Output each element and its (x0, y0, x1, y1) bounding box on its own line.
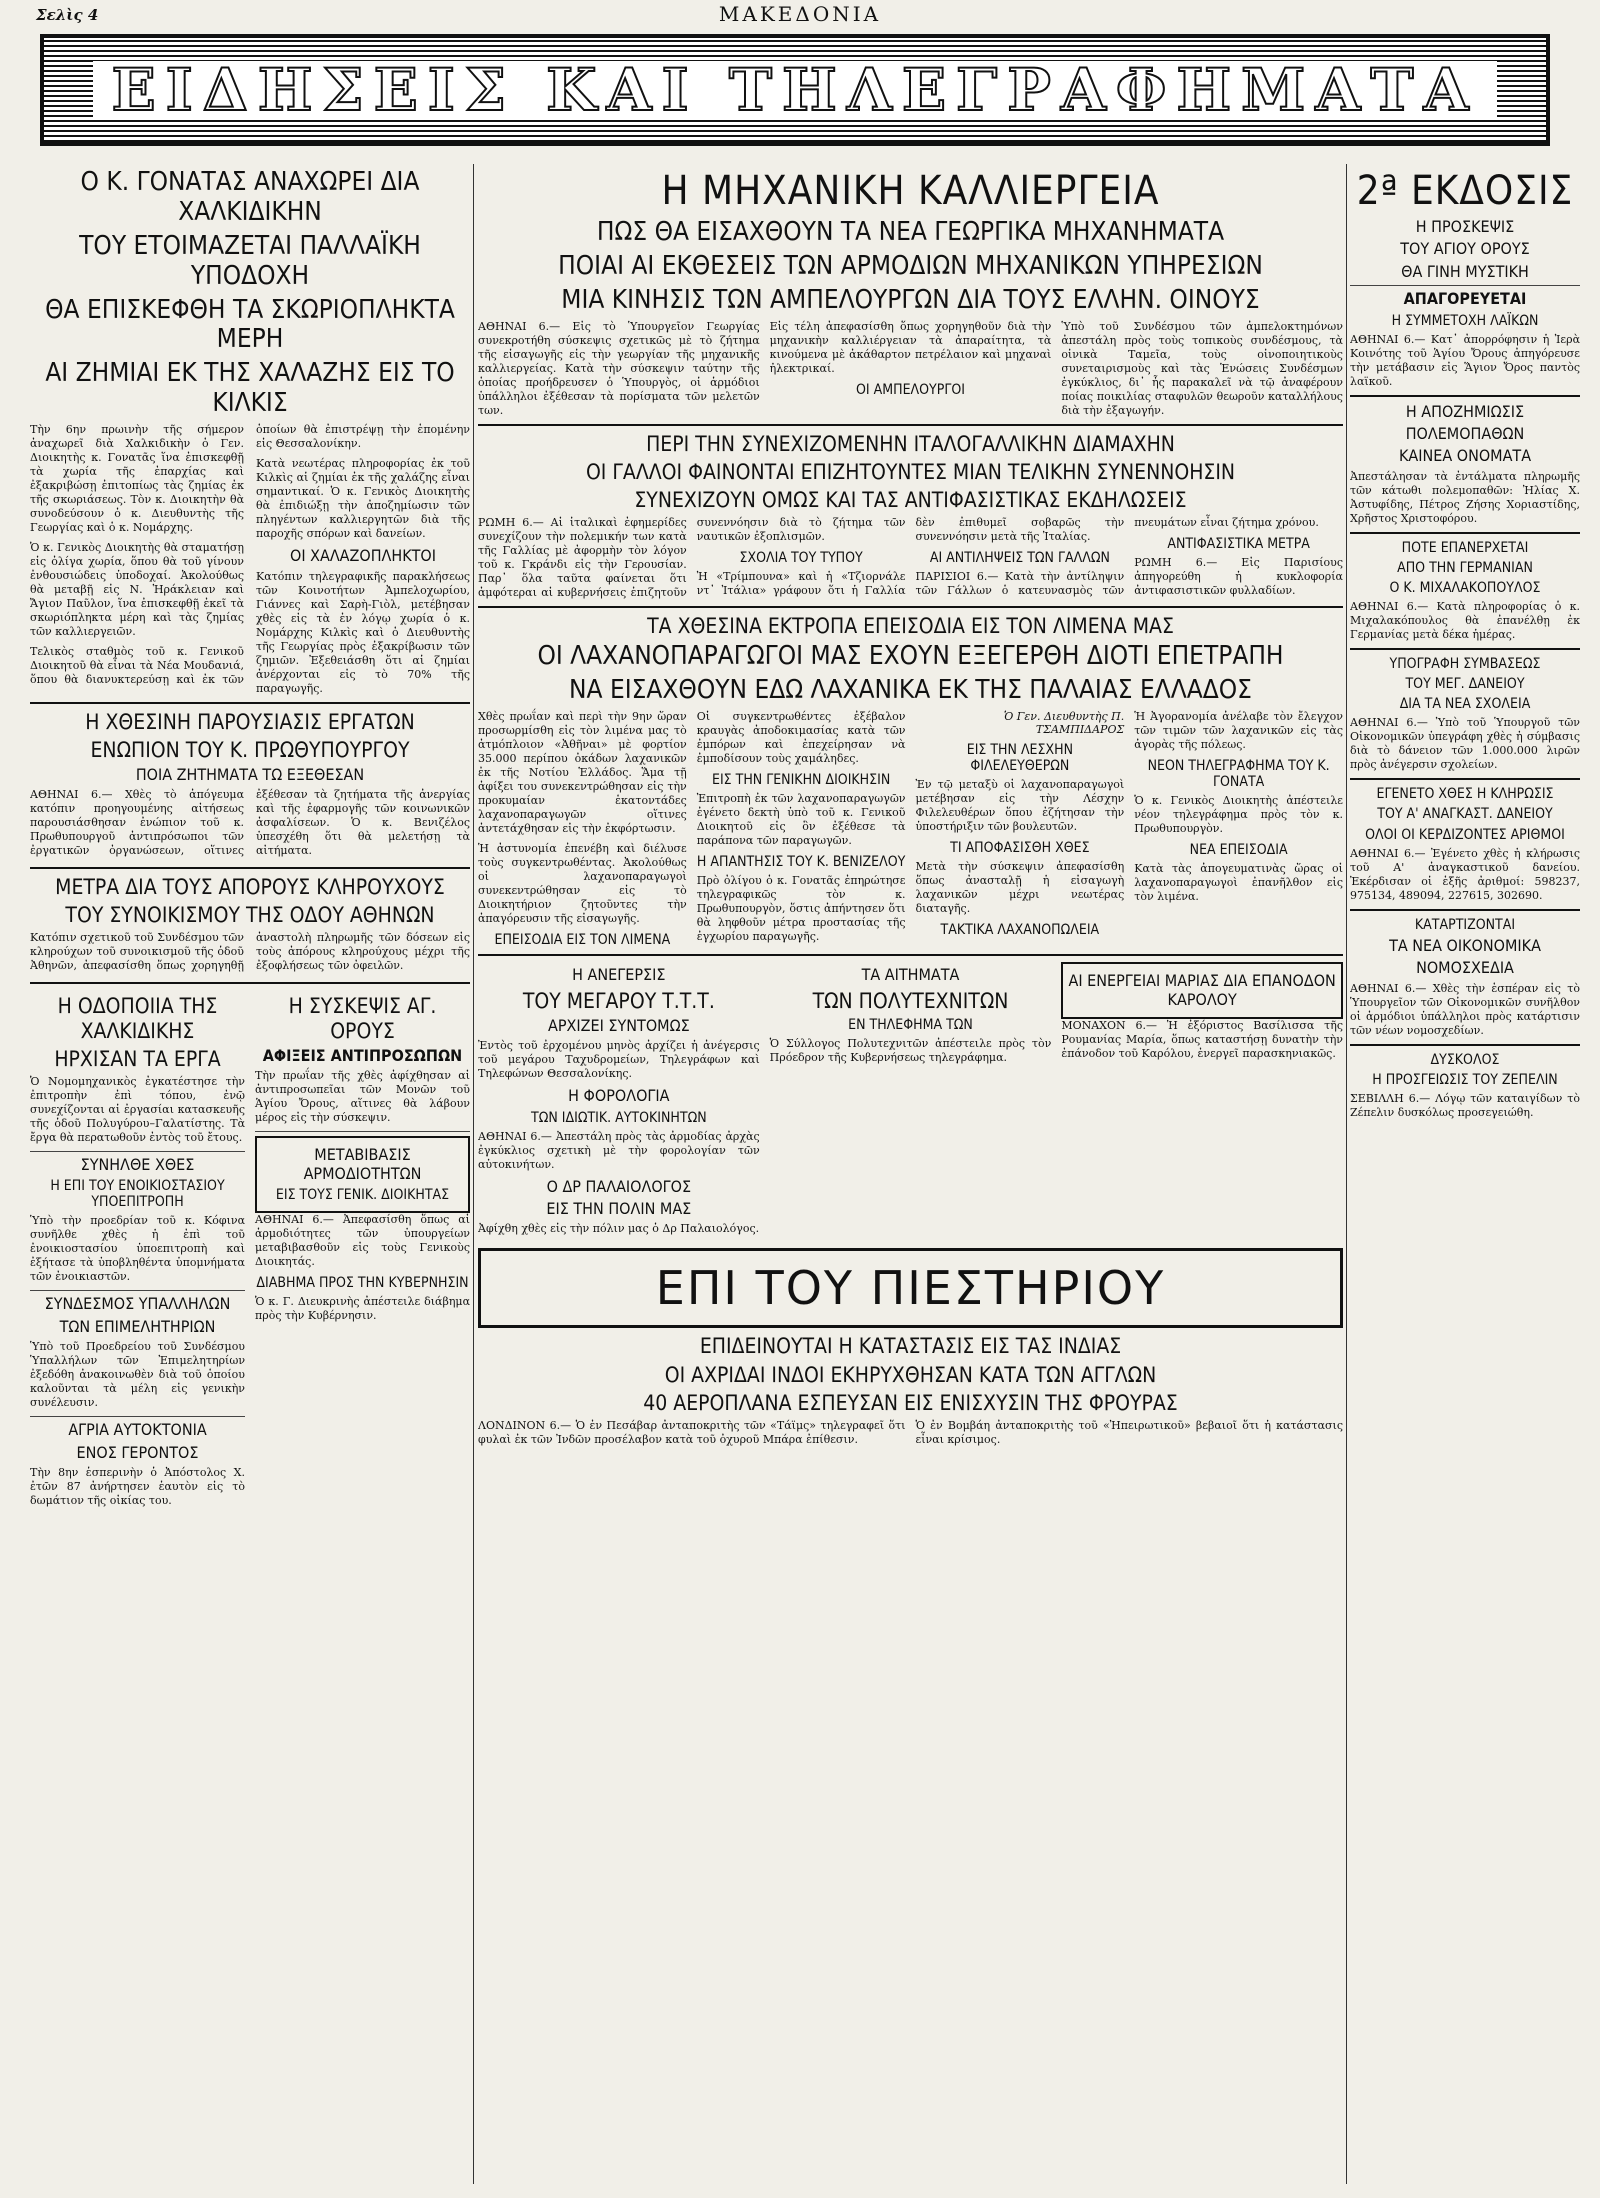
headline: ΣΥΝΔΕΣΜΟΣ ΥΠΑΛΛΗΛΩΝ (44, 1294, 231, 1314)
paragraph: Χθὲς πρωΐαν καὶ περὶ τὴν 9ην ὥραν προσωρμίσθη εἰς τὸν λιμένα μας τὸ ἀτμόπλοιον «Ἀθῆναι» μὲ φορτίον 35.000 περίπου ὀκάδων λαχανικῶν ἐκ τῆς Νοτίου Ἑλλάδος. Ἅμα τῇ ἀφίξει του συνεκεντρώθησαν εἰς τὴν προκυμαίαν ἑκατοντάδες λαχανοπαραγωγῶν οἵτινες ἀντετάχθησαν εἰς τὴν ἐκφόρτωσιν. (478, 710, 687, 836)
masthead-banner (40, 34, 1550, 146)
headline: ΟΙ ΓΑΛΛΟΙ ΦΑΙΝΟΝΤΑΙ ΕΠΙΖΗΤΟΥΝΤΕΣ ΜΙΑΝ ΤΕΛΙΚΗΝ ΣΥΝΕΝΝΟΗΣΙΝ (585, 459, 1236, 484)
article-body (30, 423, 470, 695)
headline: ΤΟΥ ΑΓΙΟΥ ΟΡΟΥΣ (1400, 239, 1530, 259)
headline: ΑΙ ΕΝΕΡΓΕΙΑΙ ΜΑΡΙΑΣ ΔΙΑ ΕΠΑΝΟΔΟΝ ΚΑΡΟΛΟΥ (1068, 971, 1336, 1009)
paragraph: Τὴν 6ην πρωινὴν τῆς σήμερον ἀναχωρεῖ διὰ Χαλκιδικὴν ὁ Γεν. Διοικητὴς κ. Γονατᾶς ἵνα ἐπισκεφθῇ τὰ χωρία τῆς ἐπαρχίας καὶ ἐξακριβώσῃ ἐπιτοπίως τὰς ζημίας ἐκ τῆς σκωριάσεως. Τὸν κ. Διοικητὴν θὰ συνοδεύσουν ὁ κ. Διευθυντὴς τῆς Γεωργίας καὶ ὁ κ. Νομάρχης. (30, 423, 244, 535)
paragraph: Κατόπιν τηλεγραφικῆς παρακλήσεως τῶν Κοινοτήτων Ἀμπελοχωρίου, Γιάννες καὶ Σαρὴ-Γιὸλ, μετέβησαν χθὲς εἰς τὰ ἐν λόγῳ χωρία ὁ κ. Νομάρχης Κιλκὶς καὶ ὁ Διευθυντὴς τῆς Γεωργίας πρὸς ἐξακρίβωσιν τῶν ζημιῶν. Ἐξεθειάσθη ὅτι αἱ ζημίαι ἀνέρχονται εἰς τὸ 70% τῆς παραγωγῆς. (256, 569, 470, 695)
headline: ΤΩΝ ΕΠΙΜΕΛΗΤΗΡΙΩΝ (59, 1316, 216, 1336)
headline: ΠΟΤΕ ΕΠΑΝΕΡΧΕΤΑΙ (1401, 539, 1529, 556)
paragraph: ΑΘΗΝΑΙ 6.— Κατὰ πληροφορίας ὁ κ. Μιχαλακόπουλος θὰ ἐπανέλθῃ ἐκ Γερμανίας μετὰ δέκα ἡμέρας. (1350, 600, 1580, 642)
paragraph: ΑΘΗΝΑΙ 6.— Ἀπεφασίσθη ὅπως αἱ ἁρμοδιότητες τῶν ὑπουργείων μεταβιβασθοῦν εἰς τοὺς Γενικοὺς Διοικητάς. (255, 1213, 470, 1269)
subhead: ΟΙ ΧΑΛΑΖΟΠΛΗΚΤΟΙ (289, 546, 436, 566)
subhead: ΝΕΟΝ ΤΗΛΕΓΡΑΦΗΜΑ ΤΟΥ Κ. ΓΟΝΑΤΑ (1147, 758, 1330, 791)
paragraph: Ὑπὸ τοῦ Συνδέσμου τῶν ἀμπελοκτημόνων ἀπεστάλη πρὸς τοὺς τοπικοὺς συνδέσμους, τὰ οἰνικὰ Ταμεῖα, τοὺς οἰνοποιητικοὺς συνεταιρισμοὺς καὶ τὰς Ἑνώσεις Συνδέσμων ἐγκύκλιος, δι᾽ ἧς παρακαλεῖ νὰ τῷ ἀναφέρουν ποίας ποικιλίας σταφυλῶν θεωροῦν καταλλήλους διὰ τὴν ἐξαγωγήν. (1061, 319, 1343, 417)
subhead: Η ΣΥΜΜΕΤΟΧΗ ΛΑΪΚΩΝ (1391, 312, 1539, 329)
subhead: ΕΙΣ ΤΟΥΣ ΓΕΝΙΚ. ΔΙΟΙΚΗΤΑΣ (275, 1186, 450, 1203)
paragraph: ΑΘΗΝΑΙ 6.— Ὑπὸ τοῦ Ὑπουργοῦ τῶν Οἰκονομικῶν ὑπεγράφη χθὲς ἡ σύμβασις διὰ τὸ δάνειον τῶν 1.000.000 λιρῶν πρὸς ἀνέγερσιν σχολείων. (1350, 716, 1580, 772)
headline: Η ΣΥΣΚΕΨΙΣ ΑΓ. ΟΡΟΥΣ (288, 994, 437, 1043)
headline: Η ΠΡΟΣΚΕΨΙΣ (1415, 217, 1515, 236)
headline: ΕΙΣ ΤΗΝ ΠΟΛΙΝ ΜΑΣ (546, 1198, 692, 1218)
headline: ΕΝΩΠΙΟΝ ΤΟΥ Κ. ΠΡΩΘΥΠΟΥΡΓΟΥ (90, 737, 410, 762)
paragraph: Ἀφίχθη χθὲς εἰς τὴν πόλιν μας ὁ Δρ Παλαιολόγος. (478, 1222, 760, 1236)
paragraph: Ὁ κ. Γ. Διευκρινὴς ἀπέστειλε διάβημα πρὸς τὴν Κυβέρνησιν. (255, 1295, 470, 1323)
headline: ΤΟΥ ΜΕΓ. ΔΑΝΕΙΟΥ (1405, 676, 1525, 693)
headline: Η ΦΟΡΟΛΟΓΙΑ (568, 1086, 670, 1106)
headline: ΝΟΜΟΣΧΕΔΙΑ (1416, 958, 1514, 978)
paragraph: ΑΘΗΝΑΙ 6.— Χθὲς τὸ ἀπόγευμα κατόπιν προηγουμένης αἰτήσεως παρουσιάσθησαν ἐνώπιον τοῦ κ. Πρωθυπουργοῦ ἀντιπρόσωποι τῶν ἐργατικῶν ὀργανώσεων, οἵτινες ἐξέθεσαν τὰ ζητήματα τῆς ἀνεργίας καὶ τῆς ἐφαρμογῆς τῶν κοινωνικῶν ἀσφαλίσεων. Ὁ κ. Βενιζέλος ὑπεσχέθη ὅτι θὰ μελετήσῃ τὰ αἰτήματα. (30, 788, 470, 858)
headline: ΤΑ ΑΙΤΗΜΑΤΑ (861, 965, 960, 985)
headline: ΣΥΝΕΧΙΖΟΥΝ ΟΜΩΣ ΚΑΙ ΤΑΣ ΑΝΤΙΦΑΣΙΣΤΙΚΑΣ ΕΚΔΗΛΩΣΕΙΣ (634, 487, 1187, 512)
headline: ΤΟΥ Α' ΑΝΑΓΚΑΣΤ. ΔΑΝΕΙΟΥ (1377, 806, 1553, 823)
paragraph: Ἀπεστάλησαν τὰ ἐντάλματα πληρωμῆς τῶν κάτωθι πολεμοπαθῶν: Ἠλίας Χ. Ἀστυφίδης, Πέτρος Ζήσης Χοριαστίδης, Χρῆστος Χριστοφόρου. (1350, 469, 1580, 525)
paragraph: Εἰς τέλη ἀπεφασίσθη ὅπως χορηγηθοῦν διὰ τὴν μηχανικὴν καλλιέργειαν τὰ ἀπαραίτητα, τὰ κινούμενα μὲ ἀκάθαρτον πετρέλαιον καὶ μηχαναὶ ἠλεκτρικαί. (769, 319, 1052, 375)
headline: ΑΠΟ ΤΗΝ ΓΕΡΜΑΝΙΑΝ (1397, 559, 1533, 576)
article-body (478, 710, 1343, 948)
headline: ΣΥΝΗΛΘΕ ΧΘΕΣ (80, 1154, 195, 1174)
headline: ΜΕΤΑΒΙΒΑΣΙΣ ΑΡΜΟΔΙΟΤΗΤΩΝ (303, 1145, 422, 1183)
headline: ΟΙ ΛΑΧΑΝΟΠΑΡΑΓΩΓΟΙ ΜΑΣ ΕΧΟΥΝ ΕΞΕΓΕΡΘΗ ΔΙΟΤΙ ΕΠΕΤΡΑΠΗ (537, 641, 1284, 672)
paragraph: Πρὸ ὀλίγου ὁ κ. Γονατᾶς ἐπηρώτησε τηλεγραφικῶς τὸν κ. Πρωθυπουργὸν, ὅστις ἀπήντησεν ὅτι θὰ ληφθοῦν μέτρα προστασίας τῆς ἐγχωρίου παραγωγῆς. (696, 874, 906, 944)
headline: ΕΠΙΔΕΙΝΟΥΤΑΙ Η ΚΑΤΑΣΤΑΣΙΣ ΕΙΣ ΤΑΣ ΙΝΔΙΑΣ (699, 1334, 1122, 1359)
subhead: ΤΙ ΑΠΟΦΑΣΙΣΘΗ ΧΘΕΣ (950, 840, 1090, 857)
headline: ΠΟΛΕΜΟΠΑΘΩΝ (1405, 424, 1525, 444)
headline: ΟΙ ΑΧΡΙΔΑΙ ΙΝΔΟΙ ΕΚΗΡΥΧΘΗΣΑΝ ΚΑΤΑ ΤΩΝ ΑΓΓΛΩΝ (664, 1362, 1157, 1387)
right-column (1350, 164, 1580, 2184)
subhead: Η ΕΠΙ ΤΟΥ ΕΝΟΙΚΙΟΣΤΑΣΙΟΥ ΥΠΟΕΠΙΤΡΟΠΗ (50, 1178, 225, 1211)
headline: ΤΟΥ ΕΤΟΙΜΑΖΕΤΑΙ ΠΑΛΛΑΪΚΗ ΥΠΟΔΟΧΗ (79, 230, 421, 291)
subhead: Η ΑΠΑΝΤΗΣΙΣ ΤΟΥ Κ. ΒΕΝΙΖΕΛΟΥ (696, 854, 906, 871)
column-rule (1346, 164, 1347, 2184)
headline: ΑΙ ΖΗΜΙΑΙ ΕΚ ΤΗΣ ΧΑΛΑΖΗΣ ΕΙΣ ΤΟ ΚΙΛΚΙΣ (45, 358, 455, 419)
headline: ΘΑ ΕΠΙΣΚΕΦΘΗ ΤΑ ΣΚΩΡΙΟΠΛΗΚΤΑ ΜΕΡΗ (45, 294, 455, 355)
paragraph: Τελικὸς σταθμὸς τοῦ κ. Γενικοῦ Διοικητοῦ θὰ εἶναι τὰ Νέα Μουδανιά, ὅπου θὰ διανυκτερεύσῃ καὶ ἐκ τῶν ὁποίων θὰ ἐπιστρέψῃ τὴν ἑπομένην εἰς Θεσσαλονίκην. (30, 423, 470, 687)
subhead: ΕΙΣ ΤΗΝ ΓΕΝΙΚΗΝ ΔΙΟΙΚΗΣΙΝ (712, 772, 891, 789)
subhead: ΝΕΑ ΕΠΕΙΣΟΔΙΑ (1189, 842, 1288, 859)
headline: ΜΕΤΡΑ ΔΙΑ ΤΟΥΣ ΑΠΟΡΟΥΣ ΚΛΗΡΟΥΧΟΥΣ (55, 875, 445, 900)
headline: Η ΑΠΟΖΗΜΙΩΣΙΣ (1405, 401, 1525, 421)
paragraph: Ἐντὸς τοῦ ἐρχομένου μηνὸς ἀρχίζει ἡ ἀνέγερσις τοῦ μεγάρου Ταχυδρομείων, Τηλεγράφων καὶ Τηλεφώνων Θεσσαλονίκης. (478, 1039, 760, 1081)
paragraph: Ἡ «Τρίμπουνα» καὶ ἡ «Τζιορνάλε ντ᾽ Ἰτάλια» γράφουν ὅτι ἡ Γαλλία δὲν ἐπιθυμεῖ σοβαρῶς τὴν συνεννόησιν μετὰ τῆς Ἰταλίας. (696, 516, 1125, 598)
headline: ΑΠΑΓΟΡΕΥΕΤΑΙ (1403, 289, 1527, 309)
subhead: ΟΛΟΙ ΟΙ ΚΕΡΔΙΖΟΝΤΕΣ ΑΡΙΘΜΟΙ (1365, 826, 1565, 843)
subhead: ΠΟΙΑ ΖΗΤΗΜΑΤΑ ΤΩ ΕΞΕΘΕΣΑΝ (135, 764, 365, 784)
headline: Η ΟΔΟΠΟΙΙΑ ΤΗΣ ΧΑΛΚΙΔΙΚΗΣ (57, 994, 218, 1043)
headline: Ο ΔΡ ΠΑΛΑΙΟΛΟΓΟΣ (546, 1176, 692, 1196)
page-number: Σελὶς 4 (36, 6, 99, 24)
subhead: ΕΠΕΙΣΟΔΙΑ ΕΙΣ ΤΟΝ ΛΙΜΕΝΑ (494, 932, 671, 949)
paragraph: Μετὰ τὴν σύσκεψιν ἀπεφασίσθη ὅπως ἀνασταλῇ ἡ εἰσαγωγὴ λαχανικῶν μέχρι νεωτέρας διαταγῆς. (915, 860, 1125, 916)
paragraph: Ὑπὸ τὴν προεδρίαν τοῦ κ. Κόφινα συνῆλθε χθὲς ἡ ἐπὶ τοῦ ἐνοικιοστασίου ὑποεπιτροπὴ καὶ ἐξήτασε τὰ ὑποβληθέντα ὑπομνήματα τῶν ἐνοικιαστῶν. (30, 1214, 245, 1284)
subhead: ΤΩΝ ΙΔΙΩΤΙΚ. ΑΥΤΟΚΙΝΗΤΩΝ (531, 1109, 707, 1126)
headline: Η ΜΗΧΑΝΙΚΗ ΚΑΛΛΙΕΡΓΕΙΑ (661, 168, 1160, 214)
headline: ΘΑ ΓΙΝΗ ΜΥΣΤΙΚΗ (1401, 261, 1529, 281)
headline: Ο Κ. ΜΙΧΑΛΑΚΟΠΟΥΛΟΣ (1389, 580, 1541, 597)
headline: ΚΑΙΝΕΑ ΟΝΟΜΑΤΑ (1398, 446, 1532, 466)
subhead: ΑΝΤΙΦΑΣΙΣΤΙΚΑ ΜΕΤΡΑ (1167, 536, 1310, 553)
paragraph: Οἱ συγκεντρωθέντες ἐξέβαλον κραυγὰς ἀποδοκιμασίας κατὰ τῶν ἐμπόρων καὶ ἐπεχείρησαν νὰ ἐμποδίσουν τοὺς χαμάληδες. (696, 710, 906, 766)
paragraph: ΑΘΗΝΑΙ 6.— Ἀπεστάλη πρὸς τὰς ἀρμοδίας ἀρχὰς ἐγκύκλιος σχετικὴ μὲ τὴν φορολογίαν τῶν αὐτοκινήτων. (478, 1129, 760, 1171)
paragraph: ΑΘΗΝΑΙ 6.— Εἰς τὸ Ὑπουργεῖον Γεωργίας συνεκροτήθη σύσκεψις σχετικῶς μὲ τὸ ζήτημα τῆς εἰσαγωγῆς εἰς τὴν γεωργίαν τῆς μηχανικῆς καλλιεργείας. Κατὰ τὴν σύσκεψιν ταύτην τῆς ὁποίας προήδρευσεν ὁ Ὑπουργὸς, οἱ ἁρμόδιοι ὑπάλληλοι ἐξέθεσαν τὰ πορίσματα τῶν μελετῶν των. (478, 319, 760, 417)
paragraph: Κατὰ νεωτέρας πληροφορίας ἐκ τοῦ Κιλκὶς αἱ ζημίαι ἐκ τῆς χαλάζης εἶναι σημαντικαί. Ὁ κ. Γενικὸς Διοικητὴς θὰ ἐπιδιώξῃ τὴν ἀποζημίωσιν τῶν πληγέντων καλλιεργητῶν διὰ τῆς παροχῆς σπόρων καὶ δανείων. (256, 457, 470, 541)
paragraph: ΠΑΡΙΣΙΟΙ 6.— Κατὰ τὴν ἀντίληψιν τῶν Γάλλων ὁ κατευνασμὸς τῶν πνευμάτων εἶναι ζήτημα χρόνου. (915, 516, 1319, 598)
article-body (478, 320, 1343, 418)
headline: ΤΟΥ ΣΥΝΟΙΚΙΣΜΟΥ ΤΗΣ ΟΔΟΥ ΑΘΗΝΩΝ (65, 903, 435, 928)
paragraph: Τὴν 8ην ἑσπερινὴν ὁ Ἀπόστολος Χ. ἐτῶν 87 ἀνήρτησεν ἑαυτὸν εἰς τὸ δωμάτιον τῆς οἰκίας του. (30, 1466, 245, 1508)
paragraph: Ὑπὸ τοῦ Προεδρείου τοῦ Συνδέσμου Ὑπαλλήλων τῶν Ἐπιμελητηρίων ἐξεδόθη ἀνακοινωθὲν διὰ τοῦ ὁποίου καλοῦνται τὰ μέλη εἰς γενικὴν συνέλευσιν. (30, 1340, 245, 1410)
headline: ΗΡΧΙΣΑΝ ΤΑ ΕΡΓΑ (54, 1046, 221, 1071)
headline: ΤΟΥ ΜΕΓΑΡΟΥ Τ.Τ.Τ. (522, 988, 715, 1013)
headline: ΔΥΣΚΟΛΟΣ (1430, 1051, 1500, 1068)
headline: ΤΑ ΧΘΕΣΙΝΑ ΕΚΤΡΟΠΑ ΕΠΕΙΣΟΔΙΑ ΕΙΣ ΤΟΝ ΛΙΜΕΝΑ ΜΑΣ (647, 614, 1174, 639)
column-rule (473, 164, 474, 2184)
paragraph: Κατὰ τὰς ἀπογευματινὰς ὥρας οἱ λαχανοπαραγωγοὶ ἐπανῆλθον εἰς τὸν λιμένα. (1134, 862, 1343, 904)
paragraph: Ὁ κ. Γενικὸς Διοικητὴς θὰ σταματήσῃ εἰς ὀλίγα χωρία, ὅπου θὰ τοῦ γίνουν ἐνθουσιώδεις ὑποδοχαί. Ἀκολούθως θὰ μεταβῇ εἰς Ν. Ἡράκλειαν καὶ Ἄγιον Παῦλον, ἵνα ἐπισκεφθῇ ἐκεῖ τὰ σκωριόπληκτα μέρη καὶ τὰς ζημίας τῶν καλλιεργειῶν. (30, 541, 244, 639)
paragraph: Ἐπιτροπὴ ἐκ τῶν λαχανοπαραγωγῶν ἐγένετο δεκτὴ ὑπὸ τοῦ κ. Γενικοῦ Διοικητοῦ εἰς ὃν ἐξέθεσε τὰ παράπονα τῶν παραγωγῶν. (696, 792, 906, 848)
article-body (478, 516, 1343, 600)
headline: ΤΑ ΝΕΑ ΟΙΚΟΝΟΜΙΚΑ (1389, 935, 1541, 955)
left-column (30, 164, 470, 2184)
headline: ΕΝΟΣ ΓΕΡΟΝΤΟΣ (76, 1442, 199, 1462)
paragraph: ΣΕΒΙΛΛΗ 6.— Λόγῳ τῶν καταιγίδων τὸ Ζέπελιν δυσκόλως προσεγειώθη. (1350, 1091, 1580, 1119)
headline: Η ΧΘΕΣΙΝΗ ΠΑΡΟΥΣΙΑΣΙΣ ΕΡΓΑΤΩΝ (85, 709, 415, 734)
paragraph: Ὁ Σύλλογος Πολυτεχνιτῶν ἀπέστειλε πρὸς τὸν Πρόεδρον τῆς Κυβερνήσεως τηλεγράφημα. (769, 1036, 1052, 1064)
headline: ΑΓΡΙΑ ΑΥΤΟΚΤΟΝΙΑ (68, 1420, 207, 1440)
headline: ΔΙΑ ΤΑ ΝΕΑ ΣΧΟΛΕΙΑ (1399, 696, 1531, 713)
subhead: ΔΙΑΒΗΜΑ ΠΡΟΣ ΤΗΝ ΚΥΒΕΡΝΗΣΙΝ (256, 1275, 469, 1292)
subhead: ΑΦΙΞΕΙΣ ΑΝΤΙΠΡΟΣΩΠΩΝ (262, 1045, 463, 1065)
paragraph: ΑΘΗΝΑΙ 6.— Χθὲς τὴν ἑσπέραν εἰς τὸ Ὑπουργεῖον τῶν Οἰκονομικῶν συνῆλθον οἱ ἁρμόδιοι ὑπάλληλοι πρὸς κατάρτισιν τῶν νέων νομοσχεδίων. (1350, 981, 1580, 1037)
subhead: ΟΙ ΑΜΠΕΛΟΥΡΓΟΙ (855, 381, 965, 398)
subhead: ΣΧΟΛΙΑ ΤΟΥ ΤΥΠΟΥ (739, 550, 863, 567)
headline: ΠΟΙΑΙ ΑΙ ΕΚΘΕΣΕΙΣ ΤΩΝ ΑΡΜΟΔΙΩΝ ΜΗΧΑΝΙΚΩΝ ΥΠΗΡΕΣΙΩΝ (558, 250, 1263, 281)
headline: ΜΙΑ ΚΙΝΗΣΙΣ ΤΩΝ ΑΜΠΕΛΟΥΡΓΩΝ ΔΙΑ ΤΟΥΣ ΕΛΛΗΝ. ΟΙΝΟΥΣ (561, 284, 1260, 315)
headline: ΕΓΕΝΕΤΟ ΧΘΕΣ Η ΚΛΗΡΩΣΙΣ (1376, 786, 1554, 803)
headline: ΠΩΣ ΘΑ ΕΙΣΑΧΘΟΥΝ ΤΑ ΝΕΑ ΓΕΩΡΓΙΚΑ ΜΗΧΑΝΗΜΑΤΑ (596, 217, 1225, 247)
subhead: ΕΙΣ ΤΗΝ ΛΕΣΧΗΝ ΦΙΛΕΛΕΥΘΕΡΩΝ (966, 742, 1073, 775)
paragraph: Ἡ Ἀγορανομία ἀνέλαβε τὸν ἔλεγχον τῶν τιμῶν τῶν λαχανικῶν εἰς τὰς ἀγορὰς τῆς πόλεως. (1134, 710, 1343, 752)
paragraph: Ὁ Νομομηχανικὸς ἐγκατέστησε τὴν ἐπιτροπὴν ἐπὶ τόπου, ἐνῷ συνεχίζονται αἱ ἐργασίαι κατασκευῆς τῆς ὁδοῦ Πολυγύρου–Γαλατίστης. Τὰ ἔργα θὰ περατωθοῦν ἐντὸς τοῦ ἔτους. (30, 1074, 245, 1144)
paragraph: Ὁ ἐν Βομβάη ἀνταποκριτὴς τοῦ «Ἠπειρωτικοῦ» βεβαιοῖ ὅτι ἡ κατάστασις εἶναι κρίσιμος. (915, 1418, 1343, 1446)
paragraph: Ὁ κ. Γενικὸς Διοικητὴς ἀπέστειλε νέον τηλεγράφημα πρὸς τὸν κ. Πρωθυπουργὸν. (1134, 794, 1343, 836)
headline: ΑΡΧΙΖΕΙ ΣΥΝΤΟΜΩΣ (547, 1015, 690, 1035)
headline: ΝΑ ΕΙΣΑΧΘΟΥΝ ΕΔΩ ΛΑΧΑΝΙΚΑ ΕΚ ΤΗΣ ΠΑΛΑΙΑΣ ΕΛΛΑΔΟΣ (569, 675, 1252, 706)
paragraph: Κατόπιν σχετικοῦ τοῦ Συνδέσμου τῶν κληρούχων τοῦ συνοικισμοῦ τῆς ὁδοῦ Ἀθηνῶν, ἀπεφασίσθη ὅπως χορηγηθῇ ἀναστολὴ πληρωμῆς τῶν δόσεων εἰς τοὺς ἀπόρους κληρούχους μέχρι τῆς ἐξοφλήσεως τῶν ὀφειλῶν. (30, 931, 470, 973)
subhead: ΕΝ ΤΗΛΕΦΗΜΑ ΤΩΝ (848, 1016, 973, 1033)
banner: ΕΠΙ ΤΟΥ ΠΙΕΣΤΗΡΙΟΥ (478, 1248, 1343, 1328)
paragraph: ΜΟΝΑΧΟΝ 6.— Ἡ ἐξόριστος Βασίλισσα τῆς Ρουμανίας Μαρία, ὅπως καταστήσῃ δυνατὴν τὴν ἐπάνοδον τοῦ Καρόλου, ἐνεργεῖ παρασκηνιακῶς. (1061, 1018, 1343, 1060)
headline: ΤΩΝ ΠΟΛΥΤΕΧΝΙΤΩΝ (812, 988, 1009, 1013)
edition-label: 2ª ΕΚΔΟΣΙΣ (1356, 168, 1574, 214)
paragraph: ΛΟΝΔΙΝΟΝ 6.— Ὁ ἐν Πεσάβαρ ἀνταποκριτὴς τῶν «Τάϊμς» τηλεγραφεῖ ὅτι φυλαὶ ἐκ τῶν Ἰνδῶν προσέλαβον κατὰ τοῦ ὀχυροῦ Μπάρα ἐπίθεσιν. (478, 1418, 906, 1446)
center-column (478, 164, 1343, 2184)
subhead: ΑΙ ΑΝΤΙΛΗΨΕΙΣ ΤΩΝ ΓΑΛΛΩΝ (929, 550, 1110, 567)
paragraph: ΑΘΗΝΑΙ 6.— Κατ᾽ ἀπορρόφησιν ἡ Ἱερὰ Κοινότης τοῦ Ἁγίου Ὄρους ἀπηγόρευσε τὴν μετάβασιν εἰς Ἅγιον Ὄρος παντὸς λαϊκοῦ. (1350, 332, 1580, 388)
paragraph: Ἐν τῷ μεταξὺ οἱ λαχανοπαραγωγοὶ μετέβησαν εἰς τὴν Λέσχην Φιλελευθέρων ὅπου ἐζήτησαν τὴν ὑποστήριξιν τῶν βουλευτῶν. (915, 778, 1125, 834)
masthead-title: ΕΙΔΗΣΕΙΣ ΚΑΙ ΤΗΛΕΓΡΑΦΗΜΑΤΑ (93, 61, 1496, 119)
headline: ΥΠΟΓΡΑΦΗ ΣΥΜΒΑΣΕΩΣ (1389, 656, 1541, 673)
newspaper-name: ΜΑΚΕΔΟΝΙΑ (718, 2, 882, 26)
headline: ΚΑΤΑΡΤΙΖΟΝΤΑΙ (1414, 916, 1516, 933)
paragraph: Ἡ ἀστυνομία ἐπενέβη καὶ διέλυσε τοὺς συγκεντρωθέντας. Ἀκολούθως οἱ λαχανοπαραγωγοὶ συνεκεντρώθησαν εἰς τὸ Διοικητήριον ζητοῦντες τὴν ἀπαγόρευσιν τῆς εἰσαγωγῆς. (478, 842, 687, 926)
headline: Η ΑΝΕΓΕΡΣΙΣ (572, 965, 666, 985)
signature: Ὁ Γεν. Διευθυντὴς Π. ΤΣΑΜΠΙΔΑΡΟΣ (1003, 710, 1125, 737)
subhead: ΤΑΚΤΙΚΑ ΛΑΧΑΝΟΠΩΛΕΙΑ (940, 922, 1100, 939)
headline: Η ΠΡΟΣΓΕΙΩΣΙΣ ΤΟΥ ΖΕΠΕΛΙΝ (1372, 1071, 1558, 1088)
paragraph: Τὴν πρωΐαν τῆς χθὲς ἀφίχθησαν αἱ ἀντιπροσωπεῖαι τῶν Μονῶν τοῦ Ἁγίου Ὄρους, αἵτινες θὰ λάβουν μέρος εἰς τὴν σύσκεψιν. (255, 1069, 470, 1125)
paragraph: ΑΘΗΝΑΙ 6.— Ἐγένετο χθὲς ἡ κλήρωσις τοῦ Α' ἀναγκαστικοῦ δανείου. Ἐκέρδισαν οἱ ἑξῆς ἀριθμοί: 598237, 975134, 489094, 227615, 302690. (1350, 846, 1580, 902)
headline: 40 ΑΕΡΟΠΛΑΝΑ ΕΣΠΕΥΣΑΝ ΕΙΣ ΕΝΙΣΧΥΣΙΝ ΤΗΣ ΦΡΟΥΡΑΣ (643, 1390, 1178, 1415)
headline: Ο Κ. ΓΟΝΑΤΑΣ ΑΝΑΧΩΡΕΙ ΔΙΑ ΧΑΛΚΙΔΙΚΗΝ (80, 167, 420, 227)
paragraph: ΡΩΜΗ 6.— Εἰς Παρισίους ἀπηγορεύθη ἡ κυκλοφορία ἀντιφασιστικῶν φυλλαδίων. (1134, 556, 1343, 598)
paragraph: ΡΩΜΗ 6.— Αἱ ἰταλικαὶ ἐφημερίδες συνεχίζουν τὴν πολεμικήν των κατὰ τῆς Γαλλίας μὲ ἀφορμὴν τὸν λόγον τοῦ κ. Γκράνδι εἰς τὴν Γερουσίαν. Παρ᾽ ὅλα ταῦτα φαίνεται ὅτι ἀμφότεραι αἱ κυβερνήσεις ἐπιζητοῦν συνεννόησιν διὰ τὸ ζήτημα τῶν ναυτικῶν ἐξοπλισμῶν. (478, 516, 906, 600)
headline: ΠΕΡΙ ΤΗΝ ΣΥΝΕΧΙΖΟΜΕΝΗΝ ΙΤΑΛΟΓΑΛΛΙΚΗΝ ΔΙΑΜΑΧΗΝ (646, 431, 1175, 456)
